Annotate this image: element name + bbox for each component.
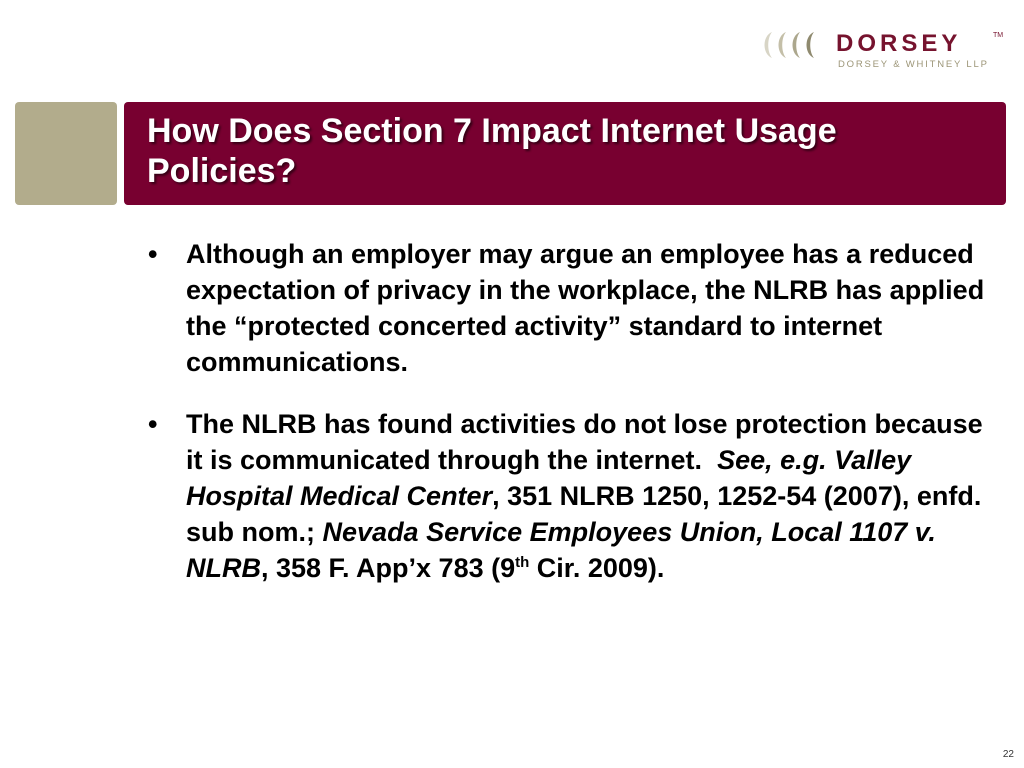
- page-number: 22: [1002, 749, 1014, 760]
- citation-detail: , 358 F. App’x 783 (9: [261, 553, 516, 583]
- superscript: th: [515, 554, 530, 571]
- case-citation: See, e.g. Valley Hospital Medical Center: [186, 445, 912, 511]
- citation-detail: Cir. 2009).: [529, 553, 665, 583]
- bullet-item: [148, 406, 1000, 586]
- accent-block: [15, 102, 117, 205]
- bullet-list: [148, 236, 1000, 586]
- title-banner: [124, 102, 1006, 205]
- bullet-text: The NLRB has found activities do not lose protection because it is communicated through the internet.: [186, 409, 983, 475]
- case-citation: Nevada Service Employees Union, Local 1107 v. NLRB: [186, 517, 936, 583]
- bullet-icon: •: [148, 239, 158, 269]
- slide-title: How Does Section 7 Impact Internet Usage Policies?: [147, 112, 837, 190]
- bullet-icon: •: [148, 409, 158, 439]
- dorsey-logo: [760, 28, 1010, 74]
- logo-wordmark: DORSEY: [836, 30, 962, 57]
- citation-detail: , 351 NLRB 1250, 1252-54 (2007), enfd. sub nom.;: [186, 481, 982, 547]
- logo-subtitle: DORSEY & WHITNEY LLP: [838, 59, 989, 70]
- dorsey-swoosh-icon: [760, 30, 826, 60]
- bullet-text: Although an employer may argue an employee has a reduced expectation of privacy in the workplace, the NLRB has applied the “protected concerted activity” standard to internet communications.: [186, 239, 985, 377]
- logo-trademark: TM: [993, 32, 1004, 39]
- bullet-item: [148, 236, 1000, 380]
